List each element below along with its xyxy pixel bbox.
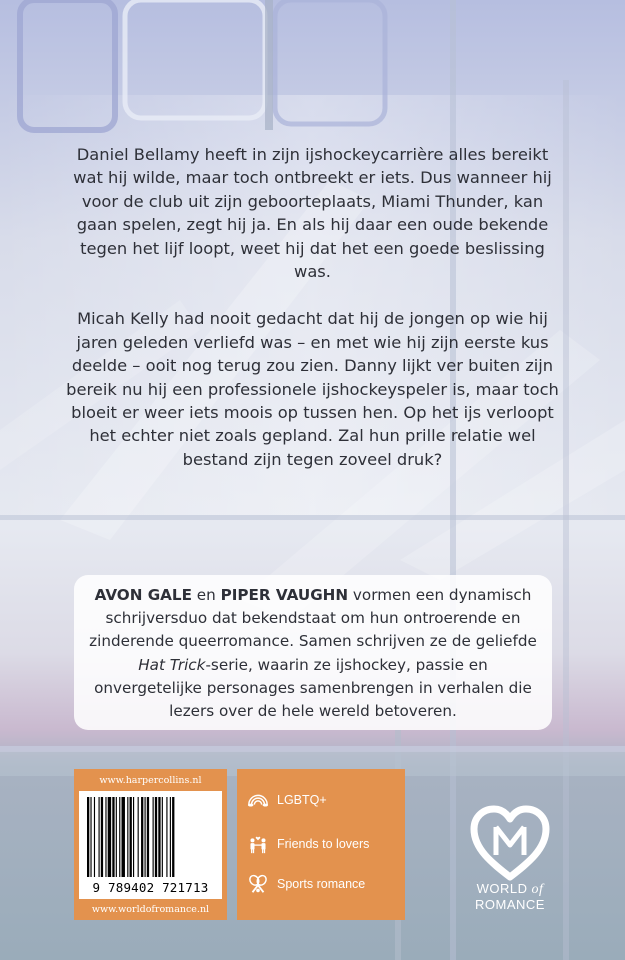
tag-friends-to-lovers xyxy=(247,832,369,856)
author-bio-text-2: -serie, waarin ze ijshockey, passie en onvergetelijke personages samenbrengen in verhalen die lezers over de hele wereld betoveren. xyxy=(94,655,532,721)
tennis-rackets-icon xyxy=(247,873,269,895)
tag-sports-romance xyxy=(247,872,365,896)
tag-label: Sports romance xyxy=(277,877,366,891)
tag-lgbtq xyxy=(247,788,327,812)
rainbow-icon xyxy=(247,789,269,811)
tropes-panel xyxy=(237,769,405,920)
publisher-url: www.harpercollins.nl xyxy=(99,775,202,786)
imprint-url: www.worldofromance.nl xyxy=(91,904,210,915)
barcode-panel xyxy=(74,769,227,920)
world-of-romance-logo xyxy=(455,805,565,925)
barcode-bars xyxy=(79,791,222,879)
author-bio-text-1: vormen een dynamisch schrijversduo dat bekendstaat om hun ontroerende en zinderende queerromance. Samen schrijven ze de geliefde xyxy=(89,586,537,651)
author-bio xyxy=(88,584,538,723)
series-name: Hat Trick xyxy=(138,655,206,674)
author-bio-box xyxy=(74,575,552,730)
blurb-paragraph-1: Daniel Bellamy heeft in zijn ijshockeycarrière alles bereikt wat hij wilde, maar toch ontbreekt er iets. Dus wanneer hij voor de club uit zijn geboorteplaats, Miami Thunder, kan gaan spelen, zegt hij ja. En als hij daar een oude bekende tegen het lijf loopt, weet hij dat het een goede beslissing was. xyxy=(73,145,552,282)
barcode xyxy=(79,791,222,899)
logo-text-line-1: WORLD of xyxy=(476,881,544,897)
isbn-number: 9 789402 721713 xyxy=(92,880,209,895)
blurb-paragraph-2: Micah Kelly had nooit gedacht dat hij de jongen op wie hij jaren geleden verliefd was – en met wie hij zijn eerste kus deelde – ooit nog terug zou zien. Danny lijkt ver buiten zijn bereik nu hij een professionele ijshockeyspeler is, maar toch bloeit er weer iets moois op tussen hen. Op het ijs verloopt het echter niet zoals gepland. Zal hun prille relatie wel bestand zijn tegen zoveel druk? xyxy=(66,309,559,469)
logo-text-line-2: ROMANCE xyxy=(475,897,545,912)
heart-logo-icon xyxy=(470,805,550,881)
tag-label: LGBTQ+ xyxy=(277,793,327,807)
author-name-2: PIPER VAUGHN xyxy=(220,586,349,604)
book-blurb xyxy=(60,143,565,495)
tag-label: Friends to lovers xyxy=(277,837,370,851)
author-connector: en xyxy=(191,586,221,604)
author-name-1: AVON GALE xyxy=(94,586,192,604)
friends-icon xyxy=(247,833,269,855)
